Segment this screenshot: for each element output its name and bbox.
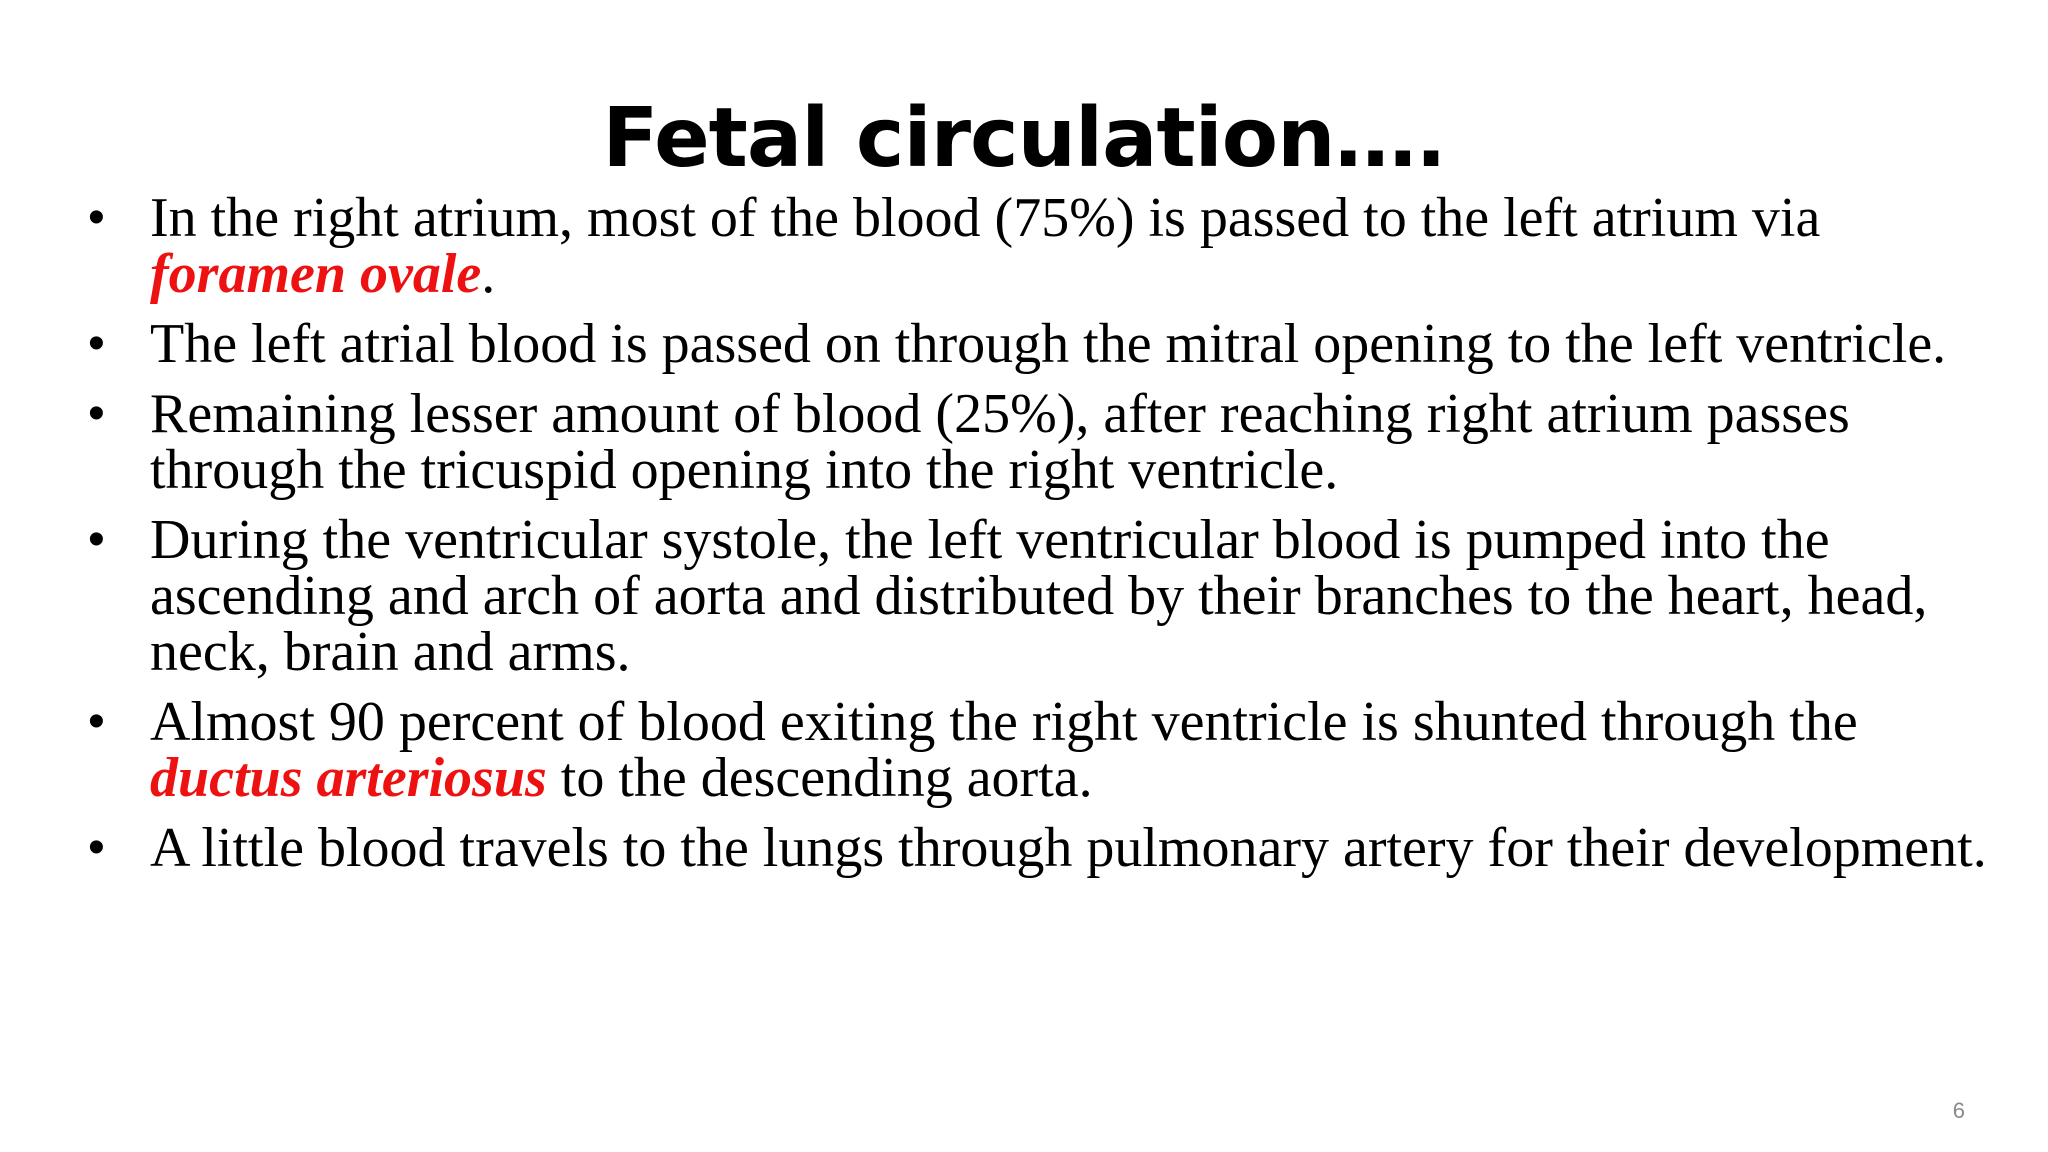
bullet-dot-icon: • xyxy=(88,191,105,244)
bullet-list xyxy=(0,187,2048,890)
bullet-dot-icon: • xyxy=(88,821,105,874)
bullet-text: A little blood travels to the lungs through pulmonary artery for their development. xyxy=(150,817,1987,879)
bullet-text: In the right atrium, most of the blood (75%) is passed to the left atrium via xyxy=(150,187,1821,249)
bullet-dot-icon: • xyxy=(88,513,105,566)
bullet-item xyxy=(0,691,2048,809)
bullet-text: Almost 90 percent of blood exiting the right ventricle is shunted through the xyxy=(150,691,1858,753)
bullet-item xyxy=(0,187,2048,305)
bullet-text: During the ventricular systole, the left ventricular blood is pumped into the ascending and arch of aorta and distributed by their branches to the heart, head, neck, brain and arms. xyxy=(150,509,1928,683)
bullet-text: Remaining lesser amount of blood (25%), after reaching right atrium passes through the tricuspid opening into the right ventricle. xyxy=(150,383,1850,501)
bullet-item xyxy=(0,509,2048,683)
slide-title: Fetal circulation…. xyxy=(602,91,1446,186)
bullet-item xyxy=(0,383,2048,501)
bullet-item xyxy=(0,817,2048,879)
term-foramen-ovale: foramen ovale xyxy=(150,243,482,305)
bullet-dot-icon: • xyxy=(88,695,105,748)
page-number: 6 xyxy=(1952,1098,1965,1123)
term-ductus-arteriosus: ductus arteriosus xyxy=(150,747,547,809)
bullet-item xyxy=(0,313,2048,375)
bullet-text-end: to the descending aorta. xyxy=(546,747,1093,809)
bullet-text-end: . xyxy=(481,243,496,305)
bullet-dot-icon: • xyxy=(88,317,105,370)
bullet-dot-icon: • xyxy=(88,387,105,440)
bullet-text: The left atrial blood is passed on through the mitral opening to the left ventricle. xyxy=(150,313,1947,375)
